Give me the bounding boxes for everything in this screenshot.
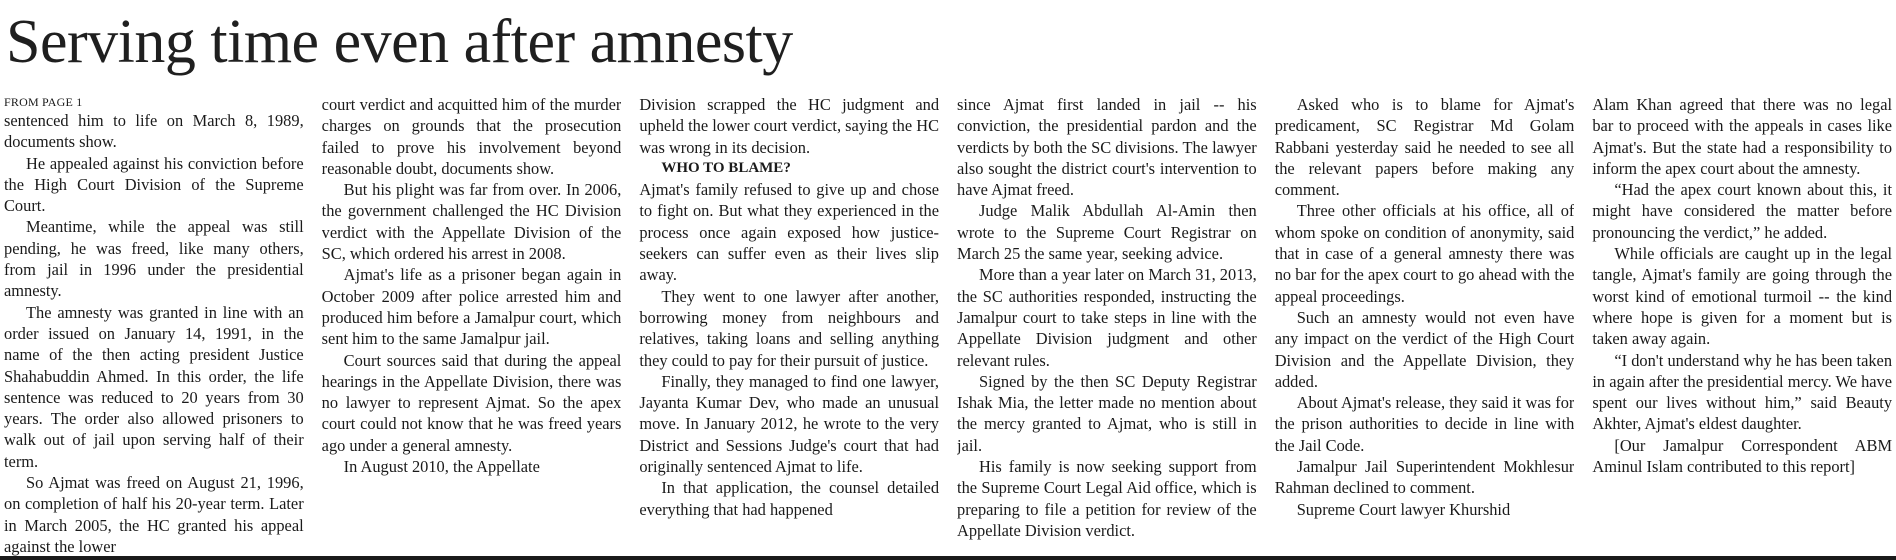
article-paragraph: More than a year later on March 31, 2013, the SC authorities responded, instructing the Jamalpur court to take steps in line with the Appellate Division judgment and other relevant rules. — [957, 265, 1257, 370]
article-paragraph: Court sources said that during the appeal hearings in the Appellate Division, there was no lawyer to represent Ajmat. So the apex court could not know that he was freed years ago under a general amnesty. — [321, 350, 622, 455]
headline: Serving time even after amnesty — [6, 8, 793, 76]
article-column-5 — [1275, 94, 1575, 556]
article-paragraph: Such an amnesty would not even have any impact on the verdict of the High Court Division and the Appellate Division, they added. — [1274, 307, 1575, 391]
article-column-2 — [322, 94, 622, 556]
article-body — [4, 94, 1892, 556]
article-paragraph: court verdict and acquitted him of the murder charges on grounds that the prosecution failed to prove his involvement beyond reasonable doubt, documents show. — [321, 95, 622, 178]
article-paragraph: In August 2010, the Appellate — [343, 457, 540, 477]
article-paragraph: since Ajmat first landed in jail -- his conviction, the presidential pardon and the verdicts by both the SC divisions. The lawyer also sought the district court's intervention to have Ajmat freed. — [957, 95, 1257, 200]
article-paragraph: “I don't understand why he has been taken in again after the presidential mercy. We have spent our lives without him,” said Beauty Akhter, Ajmat's eldest daughter. — [1592, 350, 1892, 434]
article-paragraph: Meantime, while the appeal was still pending, he was freed, like many others, from jail in 1996 under the presidential amnesty. — [4, 217, 304, 301]
article-column-1 — [4, 94, 304, 556]
article-paragraph: In that application, the counsel detailed everything that had happened — [639, 478, 940, 519]
article-paragraph: Supreme Court lawyer Khurshid — [1296, 499, 1511, 519]
article-paragraph: But his plight was far from over. In 2006, the government challenged the HC Division verdict with the Appellate Division of the SC, which ordered his arrest in 2008. — [321, 180, 622, 264]
article-paragraph: He appealed against his conviction before the High Court Division of the Supreme Court. — [4, 153, 304, 216]
continued-from-kicker: FROM PAGE 1 — [4, 95, 83, 109]
article-paragraph: “Had the apex court known about this, it might have considered the matter before pronouncing the verdict,” he added. — [1592, 180, 1892, 242]
article-column-4 — [957, 94, 1257, 556]
section-subhead: WHO TO BLAME? — [661, 159, 791, 176]
article-paragraph: Ajmat's life as a prisoner began again in October 2009 after police arrested him and produced him before a Jamalpur court, which sent him to the same Jamalpur jail. — [321, 265, 622, 349]
article-paragraph: [Our Jamalpur Correspondent ABM Aminul Islam contributed to this report] — [1592, 435, 1892, 477]
article-paragraph: The amnesty was granted in line with an order issued on January 14, 1991, in the name of the then acting president Justice Shahabuddin Ahmed. In this order, the life sentence was reduced to 20 years from 30 years. The order also allowed prisoners to walk out of jail upon serving half of their term. — [4, 302, 304, 471]
article-paragraph: Asked who is to blame for Ajmat's predicament, SC Registrar Md Golam Rabbani yesterday said he needed to see all the relevant papers before making any comment. — [1274, 95, 1575, 200]
article-paragraph: Division scrapped the HC judgment and upheld the lower court verdict, saying the HC was wrong in its decision. — [639, 95, 940, 157]
article-paragraph: Ajmat's family refused to give up and chose to fight on. But what they experienced in the process once again exposed how justice-seekers can suffer even as their lives slip away. — [639, 180, 940, 285]
article-paragraph: Jamalpur Jail Superintendent Mokhlesur Rahman declined to comment. — [1274, 457, 1575, 498]
article-paragraph: Finally, they managed to find one lawyer, Jayanta Kumar Dev, who made an unusual move. In January 2012, he wrote to the very District and Sessions Judge's court that had originally sentenced Ajmat to life. — [639, 371, 940, 477]
article-paragraph: While officials are caught up in the legal tangle, Ajmat's family are going through the worst kind of emotional turmoil -- the kind where hope is given for a moment but is taken away again. — [1592, 244, 1892, 349]
article-paragraph: Three other officials at his office, all of whom spoke on condition of anonymity, said that in case of a general amnesty there was no bar for the apex court to go ahead with the appeal proceedings. — [1274, 201, 1575, 306]
article-paragraph: Alam Khan agreed that there was no legal bar to proceed with the appeals in cases like Ajmat's. But the state had a responsibility to inform the apex court about the amnesty. — [1592, 95, 1892, 178]
article-column-6 — [1592, 94, 1892, 556]
article-paragraph: So Ajmat was freed on August 21, 1996, on completion of half his 20-year term. Later in March 2005, the HC granted his appeal against the lower — [4, 473, 304, 556]
article-paragraph: About Ajmat's release, they said it was for the prison authorities to decide in line with the Jail Code. — [1274, 393, 1575, 455]
article-column-3 — [639, 94, 939, 556]
bottom-rule — [0, 556, 1896, 560]
article-paragraph: Signed by the then SC Deputy Registrar Ishak Mia, the letter made no mention about the mercy granted to Ajmat, who is still in jail. — [957, 371, 1257, 455]
article-paragraph: His family is now seeking support from the Supreme Court Legal Aid office, which is preparing to file a petition for review of the Appellate Division verdict. — [957, 457, 1257, 540]
article-paragraph: Judge Malik Abdullah Al-Amin then wrote to the Supreme Court Registrar on March 25 the same year, seeking advice. — [957, 201, 1257, 264]
article-paragraph: sentenced him to life on March 8, 1989, documents show. — [4, 111, 304, 152]
article-paragraph: They went to one lawyer after another, borrowing money from neighbours and relatives, taking loans and selling anything they could to pay for their pursuit of justice. — [639, 286, 940, 370]
